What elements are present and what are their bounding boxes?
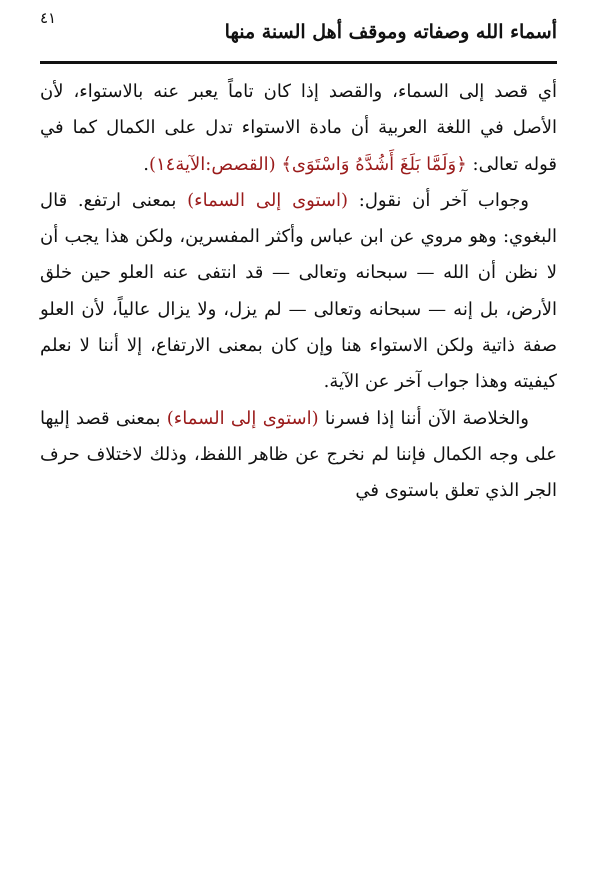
paragraph-text: أي قصد إلى السماء، والقصد إذا كان تاماً يعبر عنه بالاستواء، لأن الأصل في اللغة العربية أن مادة الاستواء تدل على الكمال كما في قوله تعالى: [40,81,557,175]
page-header [40,8,557,54]
main-text [40,74,557,510]
paragraph-3 [40,401,557,510]
paragraph-text: بمعنى ارتفع. قال البغوي: وهو مروي عن ابن عباس وأكثر المفسرين، ولكن هذا يجب أن لا نظن أن الله — سبحانه وتعالى — قد انتفى عنه العلو حين خلق الأرض، بل إنه — سبحانه وتعالى — لم يزل، ولا يزال عالياً، لأن العلو صفة ذاتية ولكن الاستواء هنا وإن كان بمعنى الارتفاع، إلا أننا لا نعلم كيفيته وهذا جواب آخر عن الآية. [40,189,557,393]
quoted-phrase: (استوى إلى السماء) [166,407,319,429]
paragraph-text: وجواب آخر أن نقول: [348,189,529,211]
paragraph-text: بمعنى قصد إليها على وجه الكمال فإننا لم نخرج عن ظاهر اللفظ، وذلك لاختلاف حرف الجر الذي تعلق باستوى في [40,407,557,502]
paragraph-2 [40,183,557,401]
paragraph-end: . [143,153,149,175]
paragraph-text: والخلاصة الآن أننا إذا فسرنا [318,407,529,429]
quoted-phrase: (استوى إلى السماء) [187,189,348,211]
verse-reference: (القصص:الآية١٤) [148,153,276,175]
quran-verse: ﴿وَلَمَّا بَلَغَ أَشُدَّهُ وَاسْتَوَى﴾ [281,153,467,175]
paragraph-1 [40,74,557,183]
page-title: أسماء الله وصفاته وموقف أهل السنة منها [224,21,557,43]
page-number: ٤١ [40,9,57,27]
header-divider [40,61,557,64]
